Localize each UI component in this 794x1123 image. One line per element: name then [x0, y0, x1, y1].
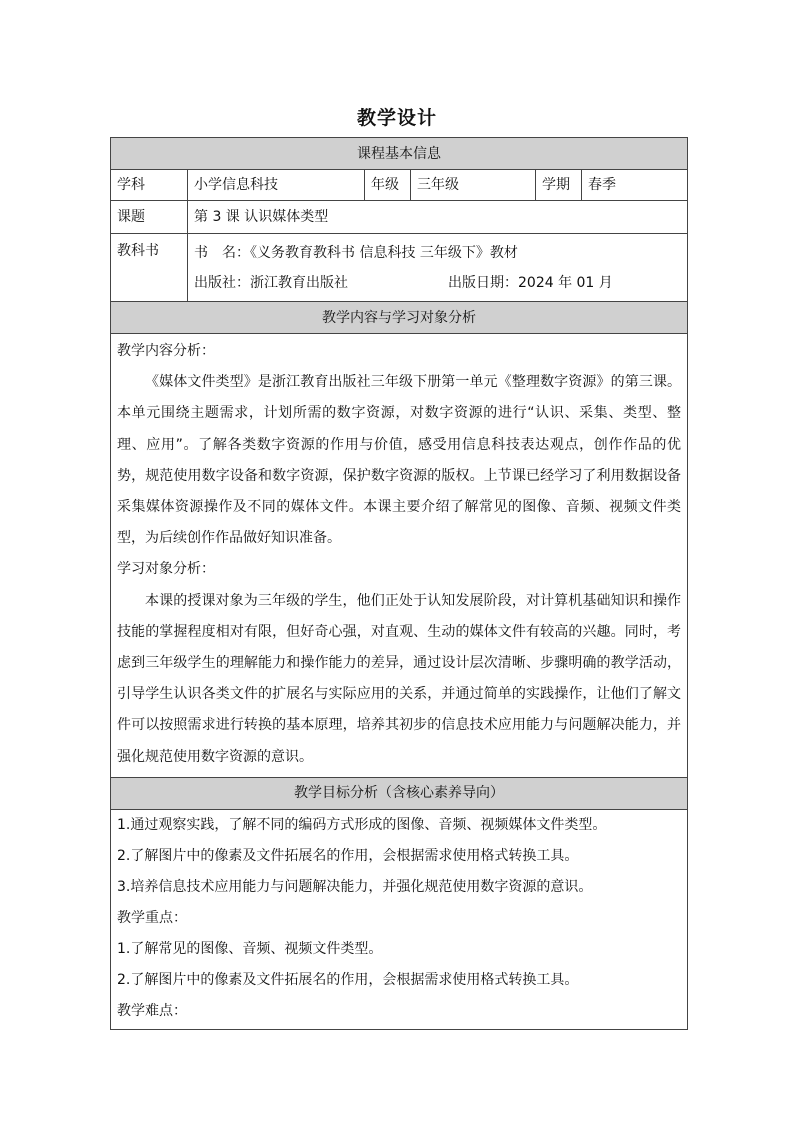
key-point-item: 1.了解常见的图像、音频、视频文件类型。 — [117, 940, 383, 957]
difficulties-label: 教学难点： — [117, 1002, 187, 1019]
analysis-body — [111, 334, 688, 778]
content-analysis-label: 教学内容分析： — [117, 343, 215, 359]
pub-date-label: 出版日期： — [448, 274, 518, 291]
key-points-label: 教学重点： — [117, 909, 187, 926]
publisher-line — [194, 268, 681, 298]
objectives-header: 教学目标分析（含核心素养导向） — [111, 777, 688, 809]
document-title: 教学设计 — [356, 107, 437, 129]
book-name-label: 书 名： — [194, 244, 250, 261]
term-label: 学期 — [536, 170, 582, 201]
subject-value: 小学信息科技 — [188, 170, 365, 201]
textbook-row — [111, 234, 688, 302]
learner-analysis-text: 本课的授课对象为三年级的学生，他们正处于认知发展阶段，对计算机基础知识和操作技能的掌握程度相对有限，但好奇心强，对直观、生动的媒体文件有较高的兴趣。同时，考虑到三年级学生的理解能力和操作能力的差异，通过设计层次清晰、步骤明确的教学活动，引导学生认识各类文件的扩展名与实际应用的关系，并通过简单的实践操作，让他们了解文件可以按照需求进行转换的基本原理，培养其初步的信息技术应用能力与问题解决能力，并强化规范使用数字资源的意识。 — [117, 592, 682, 765]
basic-info-header: 课程基本信息 — [111, 138, 688, 170]
textbook-label: 教科书 — [111, 234, 188, 302]
objectives-body — [111, 809, 688, 1029]
grade-value: 三年级 — [411, 170, 536, 201]
learner-analysis-label: 学习对象分析： — [117, 561, 215, 578]
publisher-value: 浙江教育出版社 — [250, 274, 348, 291]
publisher-label: 出版社： — [194, 274, 250, 291]
subject-row — [111, 170, 688, 201]
lesson-label: 课题 — [111, 201, 188, 234]
content-analysis-text: 《媒体文件类型》是浙江教育出版社三年级下册第一单元《整理数字资源》的第三课。本单元围绕主题需求，计划所需的数字资源，对数字资源的进行“认识、采集、类型、整理、应用”。了解各类数字资源的作用与价值，感受用信息科技表达观点，创作作品的优势，规范使用数字设备和数字资源，保护数字资源的版权。上节课已经学习了利用数据设备采集媒体资源操作及不同的媒体文件。本课主要介绍了解常见的图像、音频、视频文件类型，为后续创作作品做好知识准备。 — [117, 374, 682, 547]
pub-date-value: 2024 年 01 月 — [518, 274, 613, 291]
term-value: 春季 — [582, 170, 688, 201]
lesson-value: 第 3 课 认识媒体类型 — [188, 201, 688, 234]
analysis-header: 教学内容与学习对象分析 — [111, 302, 688, 334]
objective-item: 3.培养信息技术应用能力与问题解决能力，并强化规范使用数字资源的意识。 — [117, 878, 593, 895]
key-point-item: 2.了解图片中的像素及文件拓展名的作用，会根据需求使用格式转换工具。 — [117, 971, 579, 988]
objective-item: 2.了解图片中的像素及文件拓展名的作用，会根据需求使用格式转换工具。 — [117, 847, 579, 864]
subject-label: 学科 — [111, 170, 188, 201]
textbook-details — [188, 234, 688, 302]
book-name-value: 《义务教育教科书 信息科技 三年级下》教材 — [250, 244, 518, 261]
lesson-row — [111, 201, 688, 234]
grade-label: 年级 — [365, 170, 411, 201]
book-name-line — [194, 238, 681, 268]
lesson-plan-table — [110, 137, 688, 1030]
objective-item: 1.通过观察实践，了解不同的编码方式形成的图像、音频、视频媒体文件类型。 — [117, 816, 607, 833]
